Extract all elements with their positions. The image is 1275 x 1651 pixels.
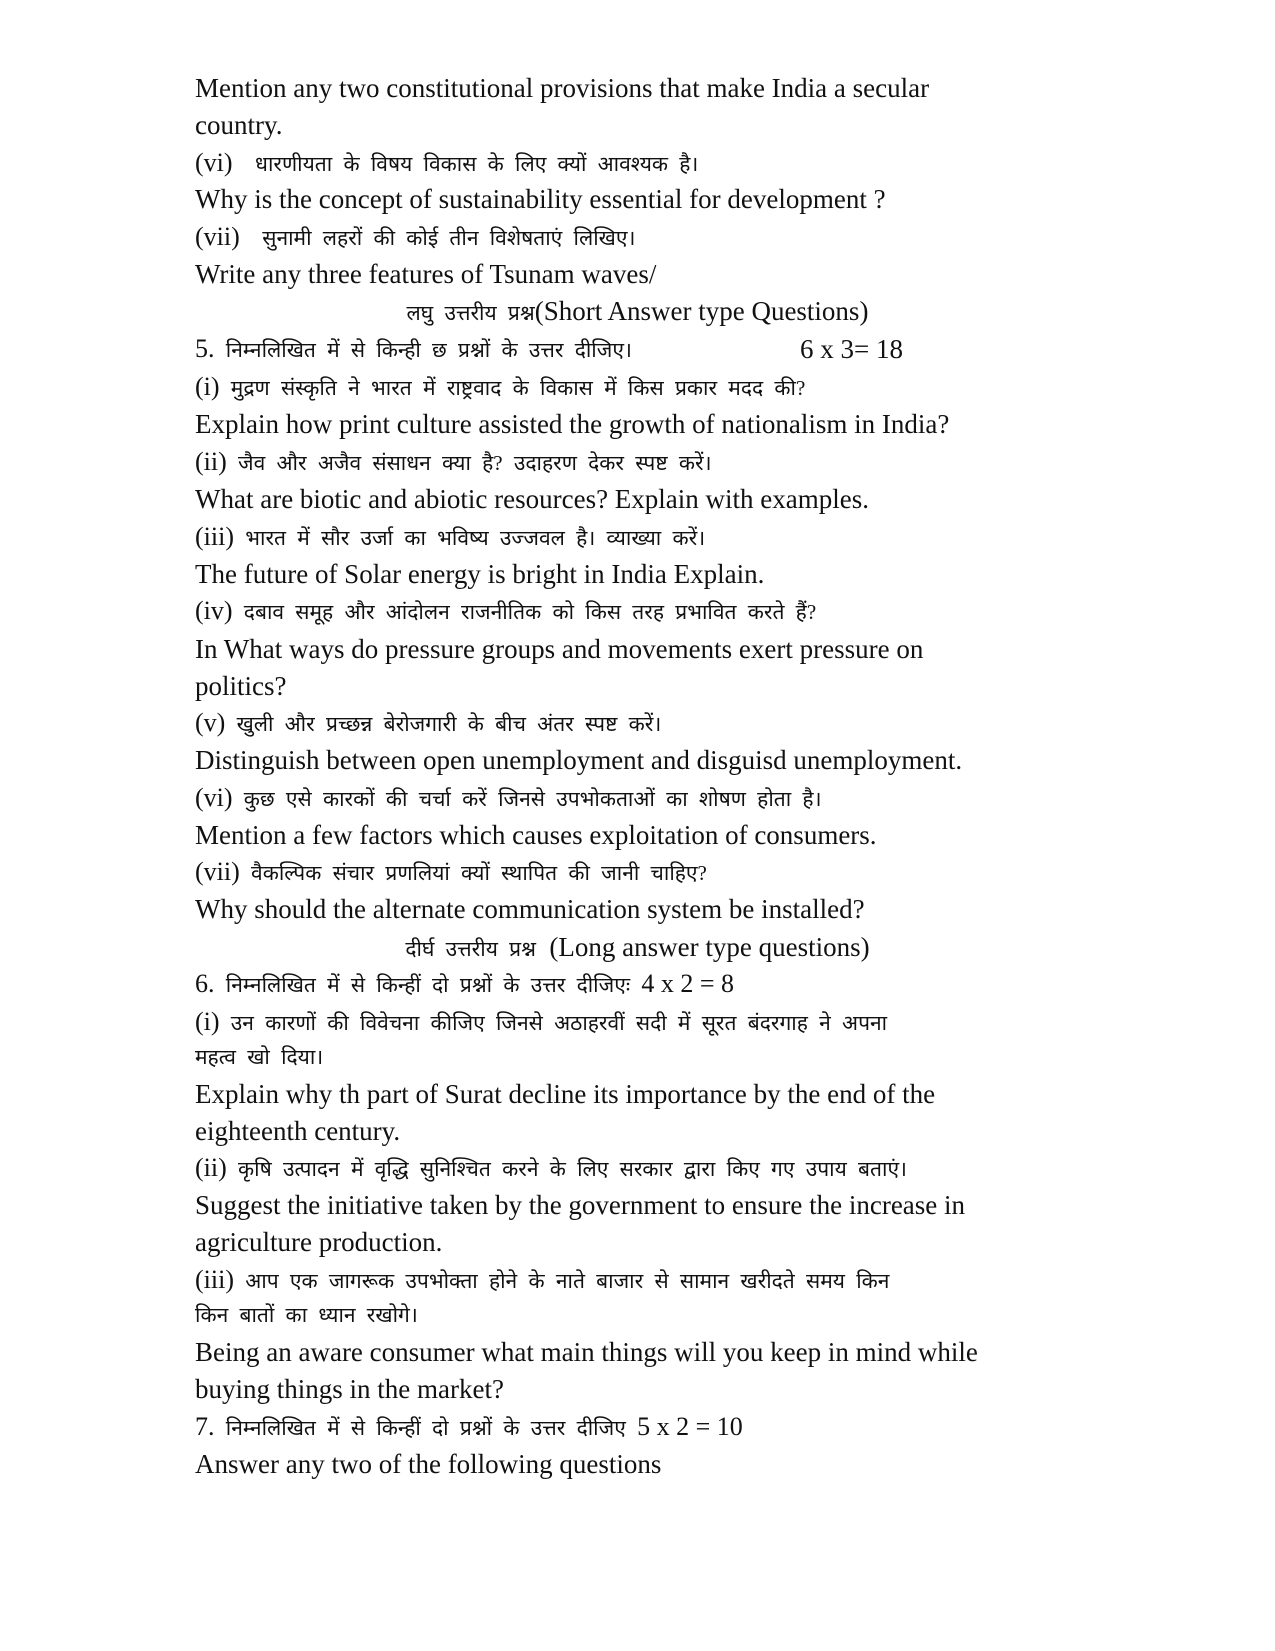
question-text-en: Why is the concept of sustainability essential for development ? <box>195 184 886 214</box>
marks-label: 5 x 2 = 10 <box>637 1412 743 1441</box>
marks-label: 4 x 2 = 8 <box>641 969 734 998</box>
question-text-hi <box>195 706 661 741</box>
hindi-text: कुछ एसे कारकों की चर्चा करें जिनसे उपभोकताओं का शोषण होता है। <box>243 787 822 811</box>
question-text-en: Being an aware consumer what main things will you keep in mind while <box>195 1337 978 1367</box>
question-text-en: What are biotic and abiotic resources? Explain with examples. <box>195 484 869 514</box>
question-text-en: Explain why th part of Surat decline its importance by the end of the <box>195 1079 936 1109</box>
question-text-hi <box>195 220 635 255</box>
question-text-en: Mention any two constitutional provisions that make India a secular <box>195 73 930 103</box>
question-text-hi <box>195 594 816 629</box>
question-text-en: agriculture production. <box>195 1227 443 1257</box>
question-text-en: Distinguish between open unemployment and disguisd unemployment. <box>195 745 963 775</box>
question-text-en: In What ways do pressure groups and movements exert pressure on <box>195 634 924 664</box>
question-number: (vii) <box>195 857 240 886</box>
question-number: (vii) <box>195 222 240 251</box>
question-number: 7. <box>195 1412 215 1441</box>
hindi-text: निम्नलिखित में से किन्हीं दो प्रश्नों के उत्तर दीजिएः <box>225 973 631 997</box>
marks-label: 6 x 3= 18 <box>800 334 903 364</box>
question-text-en: Write any three features of Tsunam waves/ <box>195 259 657 289</box>
question-number: 6. <box>195 969 215 998</box>
question-text-hi <box>195 1151 907 1186</box>
question-number: (ii) <box>195 1153 227 1182</box>
section-instruction <box>195 1410 743 1445</box>
question-number: (vi) <box>195 148 233 177</box>
question-text-hi <box>195 1263 889 1298</box>
question-text-en: The future of Solar energy is bright in India Explain. <box>195 559 765 589</box>
hindi-text: भारत में सौर उर्जा का भविष्य उज्जवल है। व्याख्या करें। <box>245 526 706 550</box>
hindi-text: लघु उत्तरीय प्रश्न <box>406 301 535 325</box>
hindi-text: निम्नलिखित में से किन्ही छ प्रश्नों के उत्तर दीजिए। <box>225 338 632 362</box>
section-instruction <box>195 967 734 1002</box>
question-text-hi <box>195 781 822 816</box>
hindi-text: आप एक जागरूक उपभोक्ता होने के नाते बाजार से सामान खरीदते समय किन <box>245 1269 890 1293</box>
question-number: (v) <box>195 708 226 737</box>
question-number: (vi) <box>195 783 233 812</box>
hindi-text: मुद्रण संस्कृति ने भारत में राष्ट्रवाद के विकास में किस प्रकार मदद की? <box>230 376 806 400</box>
question-text-hi <box>195 1005 887 1040</box>
question-text-en: eighteenth century. <box>195 1116 401 1146</box>
question-number: (iii) <box>195 522 234 551</box>
question-text-en: Suggest the initiative taken by the government to ensure the increase in <box>195 1190 966 1220</box>
question-number: (ii) <box>195 447 227 476</box>
question-number: (i) <box>195 1007 220 1036</box>
question-text-hi <box>195 520 705 555</box>
question-text-en: Why should the alternate communication system be installed? <box>195 894 865 924</box>
hindi-text: निम्नलिखित में से किन्हीं दो प्रश्नों के उत्तर दीजिए <box>225 1416 626 1440</box>
question-text-en: buying things in the market? <box>195 1374 504 1404</box>
hindi-text: कृषि उत्पादन में वृद्धि सुनिश्चित करने के लिए सरकार द्वारा किए गए उपाय बताएं। <box>238 1157 908 1181</box>
question-number: (iv) <box>195 596 233 625</box>
question-number: 5. <box>195 334 215 363</box>
hindi-text: दबाव समूह और आंदोलन राजनीतिक को किस तरह प्रभावित करते हैं? <box>243 600 817 624</box>
section-heading-short <box>0 294 1275 330</box>
hindi-text: वैकल्पिक संचार प्रणलियां क्यों स्थापित की जानी चाहिए? <box>251 861 707 885</box>
section-heading-en: (Long answer type questions) <box>549 932 870 962</box>
question-text-hi: किन बातों का ध्यान रखोगे। <box>195 1303 418 1327</box>
question-text-en: politics? <box>195 671 287 701</box>
hindi-text: जैव और अजैव संसाधन क्या है? उदाहरण देकर स्पष्ट करें। <box>238 451 712 475</box>
hindi-text: खुली और प्रच्छन्न बेरोजगारी के बीच अंतर स्पष्ट करें। <box>236 712 662 736</box>
section-heading-long <box>0 930 1275 966</box>
question-text-hi <box>195 445 712 480</box>
question-number: (iii) <box>195 1265 234 1294</box>
question-text-en: Explain how print culture assisted the growth of nationalism in India? <box>195 409 950 439</box>
question-text-hi: महत्व खो दिया। <box>195 1045 324 1069</box>
hindi-text: धारणीयता के विषय विकास के लिए क्यों आवश्यक है। <box>255 152 699 176</box>
question-text-hi <box>195 370 805 405</box>
hindi-text: सुनामी लहरों की कोई तीन विशेषताएं लिखिए। <box>262 226 636 250</box>
question-text-hi <box>195 855 707 890</box>
question-number: (i) <box>195 372 220 401</box>
hindi-text: उन कारणों की विवेचना कीजिए जिनसे अठाहरवीं सदी में सूरत बंदरगाह ने अपना <box>230 1011 888 1035</box>
section-heading-en: (Short Answer type Questions) <box>534 296 869 326</box>
question-text-en: Answer any two of the following questions <box>195 1449 662 1479</box>
question-text-en: Mention a few factors which causes exploitation of consumers. <box>195 820 877 850</box>
question-text-en: country. <box>195 110 283 140</box>
hindi-text: दीर्घ उत्तरीय प्रश्न <box>405 937 536 961</box>
section-instruction <box>195 332 632 367</box>
question-text-hi <box>195 146 698 181</box>
